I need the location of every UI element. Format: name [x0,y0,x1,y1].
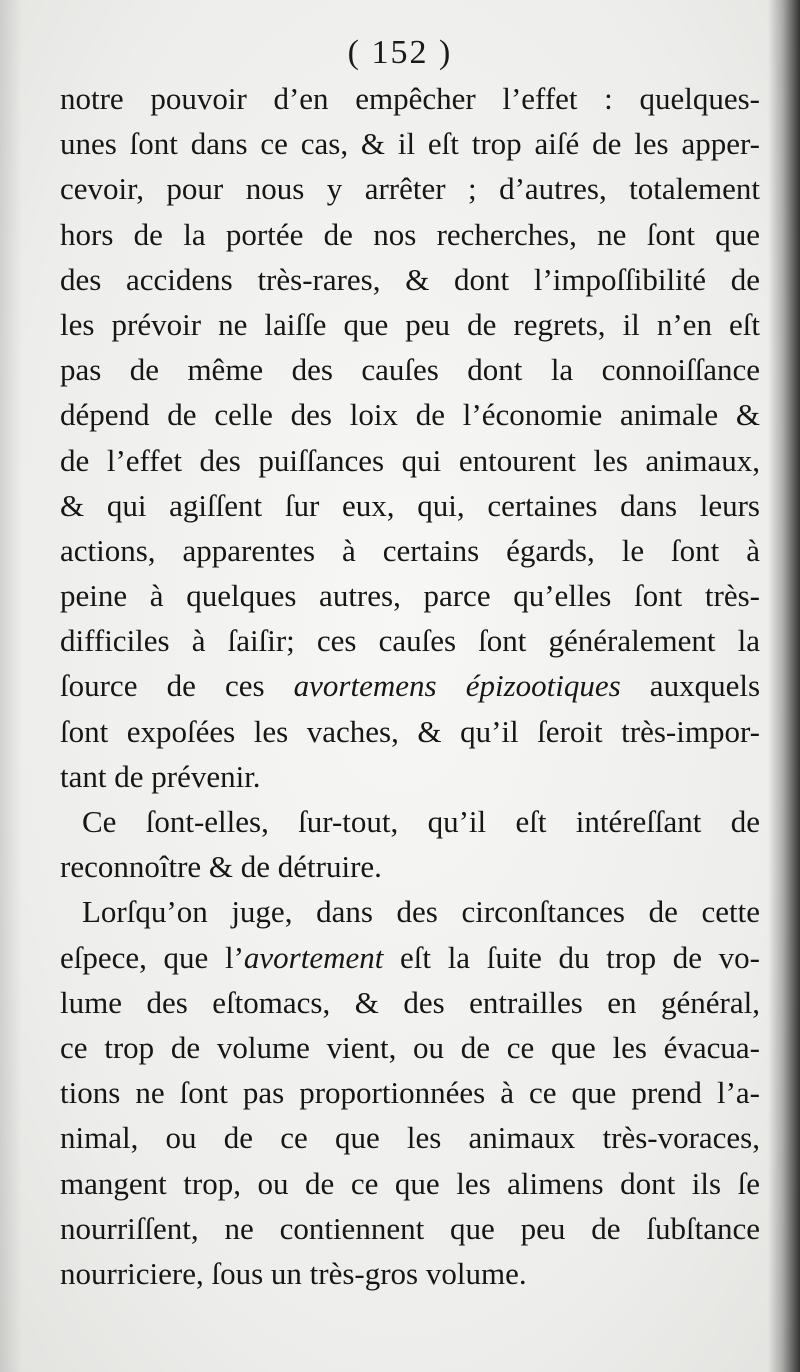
text-line: nimal, ou de ce que les animaux très-voraces, [60,1120,760,1156]
text-line: unes ſont dans ce cas, & il eſt trop aiſé de les apper- [60,126,760,162]
text-line: difficiles à ſaiſir; ces cauſes ſont généralement la [60,623,760,659]
body-text [60,76,760,1296]
text-line: des accidens très-rares, & dont l’impoſſibilité de [60,261,760,297]
text-line: ſont expoſées les vaches, & qu’il ſeroit très-impor- [60,713,760,749]
text-run: eſpece, que l’ [60,939,244,975]
page-number: ( 152 ) [347,34,453,71]
text-line: Ce ſont-elles, ſur-tout, qu’il eſt intéreſſant de [82,804,760,839]
italic-term: avortemens épizootiques [293,668,621,704]
paragraph-end-line: nourriciere, ſous un très-gros volume. [60,1255,527,1291]
page-edge-shadow [768,0,800,1372]
text-line: dépend de celle des loix de l’économie animale & [60,397,760,433]
text-line: pas de même des cauſes dont la connoiſſance [60,352,760,388]
paragraph-end-line: tant de prévenir. [60,758,261,794]
text-run: ſource de ces [60,668,294,704]
text-line: peine à quelques autres, parce qu’elles ſont très- [60,578,760,614]
text-line: les prévoir ne laiſſe que peu de regrets, il n’en eſt [60,306,760,342]
paragraph-end-line: reconnoître & de détruire. [60,849,382,885]
text-line [60,663,760,708]
text-line: hors de la portée de nos recherches, ne ſont que [60,216,760,252]
text-line: actions, apparentes à certains égards, le ſont à [60,532,760,568]
text-line: cevoir, pour nous y arrêter ; d’autres, totalement [60,171,760,207]
text-line: tions ne ſont pas proportionnées à ce que prend l’a- [60,1075,760,1111]
text-run: eſt la ſuite du trop de vo- [383,939,760,975]
text-line: nourriſſent, ne contiennent que peu de ſubſtance [60,1210,760,1246]
text-run: auxquels [620,668,760,704]
text-line: & qui agiſſent ſur eux, qui, certaines dans leurs [60,487,760,523]
text-line [60,935,760,980]
page-gutter-shadow [0,0,22,1372]
text-line: ce trop de volume vient, ou de ce que les évacua- [60,1029,760,1065]
italic-term: avortement [243,939,384,975]
text-line: lume des eſtomacs, & des entrailles en général, [60,984,760,1020]
text-line: mangent trop, ou de ce que les alimens dont ils ſe [60,1165,760,1201]
text-line: notre pouvoir d’en empêcher l’effet : quelques- [60,81,760,116]
text-line: Lorſqu’on juge, dans des circonſtances de cette [82,894,760,930]
text-line: de l’effet des puiſſances qui entourent les animaux, [60,442,760,478]
